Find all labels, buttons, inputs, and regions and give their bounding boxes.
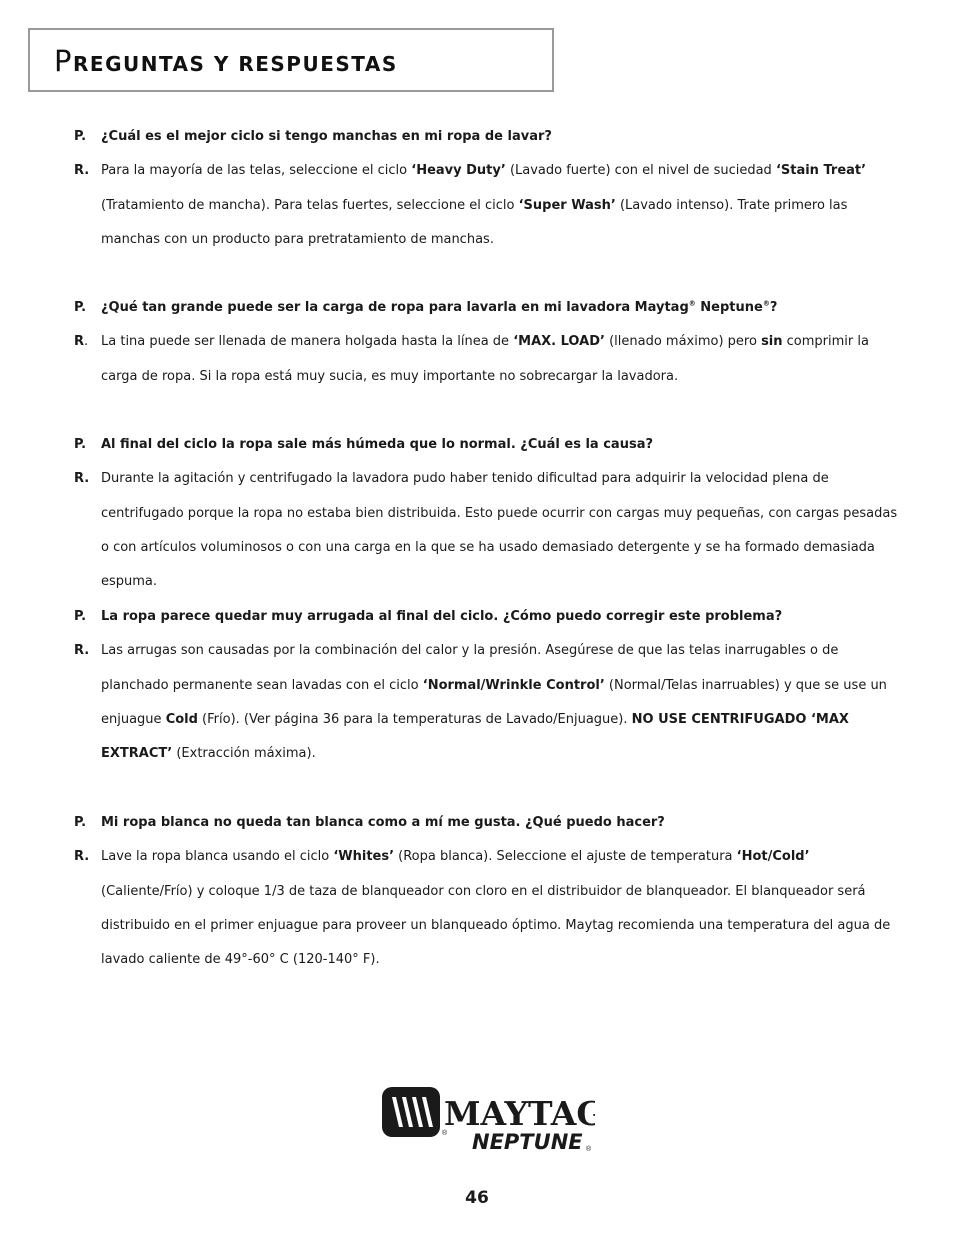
- question-text: ¿Qué tan grande puede ser la carga de ropa para lavarla en mi lavadora Maytag® Neptune®?: [101, 299, 778, 315]
- page-title: [54, 44, 398, 78]
- answer-row: [74, 840, 904, 977]
- page-number: 46: [465, 1188, 489, 1208]
- question-row: [74, 806, 904, 840]
- title-box: [28, 28, 554, 92]
- question-label: P.: [74, 609, 87, 624]
- answer-text: La tina puede ser llenada de manera holgada hasta la línea de ‘MAX. LOAD’ (llenado máximo) pero sin comprimir la carga de ropa. Si la ropa está muy sucia, es muy importante no sobrecargar la lavadora.: [101, 334, 869, 384]
- answer-label: R.: [74, 643, 90, 659]
- qa-block-1: [74, 120, 904, 257]
- qa-block-5: [74, 806, 904, 977]
- answer-row: [74, 325, 904, 394]
- question-text: ¿Cuál es el mejor ciclo si tengo manchas en mi ropa de lavar?: [101, 129, 552, 144]
- question-text: Mi ropa blanca no queda tan blanca como a mí me gusta. ¿Qué puedo hacer?: [101, 815, 665, 830]
- answer-row: [74, 154, 904, 257]
- question-label: P.: [74, 437, 87, 452]
- title-initial: P: [54, 44, 73, 78]
- question-row: [74, 291, 904, 325]
- question-text: Al final del ciclo la ropa sale más húmeda que lo normal. ¿Cuál es la causa?: [101, 437, 654, 452]
- answer-row: [74, 634, 904, 771]
- answer-label: R.: [74, 334, 89, 350]
- answer-text: Lave la ropa blanca usando el ciclo ‘Whites’ (Ropa blanca). Seleccione el ajuste de temperatura ‘Hot/Cold’ (Caliente/Frío) y coloque 1/3 de taza de blanqueador con cloro en el distribuidor de blanqueador. El blanqueador será distribuido en el primer enjuague para proveer un blanqueado óptimo. Maytag recomienda una temperatura del agua de lavado caliente de 49°-60° C (120-140° F).: [101, 849, 891, 968]
- svg-text:®: ®: [586, 1146, 592, 1153]
- maytag-neptune-logo: [380, 1085, 595, 1155]
- question-label: P.: [74, 129, 87, 144]
- question-label: P.: [74, 300, 87, 315]
- question-row: [74, 428, 904, 462]
- answer-row: [74, 462, 904, 599]
- answer-text: Para la mayoría de las telas, seleccione el ciclo ‘Heavy Duty’ (Lavado fuerte) con el nivel de suciedad ‘Stain Treat’ (Tratamiento de mancha). Para telas fuertes, seleccione el ciclo ‘Super Wash’ (Lavado intenso). Trate primero las manchas con un producto para pretratamiento de manchas.: [101, 163, 867, 247]
- question-text: La ropa parece quedar muy arrugada al final del ciclo. ¿Cómo puedo corregir este problema?: [101, 609, 783, 624]
- svg-text:®: ®: [442, 1130, 448, 1137]
- answer-label: R.: [74, 849, 90, 865]
- answer-text: Durante la agitación y centrifugado la lavadora pudo haber tenido dificultad para adquirir la velocidad plena de centrifugado porque la ropa no estaba bien distribuida. Esto puede ocurrir con cargas muy pequeñas, con cargas pesadas o con artículos voluminosos o con una carga en la que se ha usado demasiado detergente y se ha formado demasiada espuma.: [101, 471, 898, 590]
- product-wordmark: NEPTUNE: [472, 1130, 583, 1154]
- question-row: [74, 120, 904, 154]
- qa-block-2: [74, 291, 904, 394]
- answer-label: R.: [74, 471, 90, 487]
- answer-label: R.: [74, 163, 90, 179]
- answer-text: Las arrugas son causadas por la combinación del calor y la presión. Asegúrese de que las telas inarrugables o de planchado permanente sean lavadas con el ciclo ‘Normal/Wrinkle Control’ (Normal/Telas inarruables) y que se use un enjuague Cold (Frío). (Ver página 36 para la temperaturas de Lavado/Enjuague). NO USE CENTRIFUGADO ‘MAX EXTRACT’ (Extracción máxima).: [101, 643, 887, 762]
- qa-block-4: [74, 600, 904, 771]
- qa-block-3: [74, 428, 904, 599]
- maytag-logo-icon: [380, 1085, 595, 1155]
- question-row: [74, 600, 904, 634]
- brand-wordmark: MAYTAG: [444, 1094, 595, 1133]
- title-rest: REGUNTAS Y RESPUESTAS: [73, 52, 398, 76]
- question-label: P.: [74, 815, 87, 830]
